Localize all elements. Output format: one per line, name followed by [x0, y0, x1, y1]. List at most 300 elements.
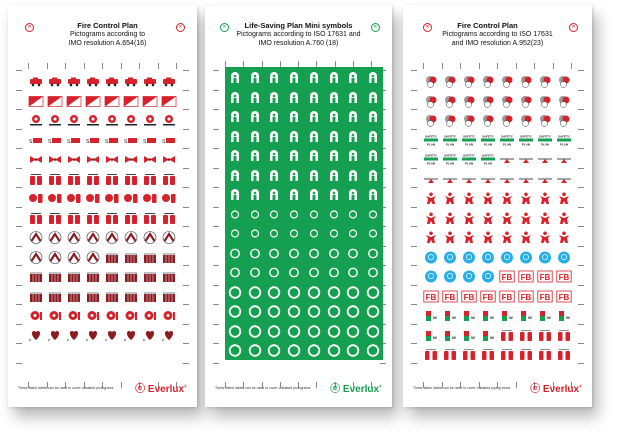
pictogram-row — [421, 326, 574, 346]
svg-text:W: W — [547, 315, 552, 321]
sprinkler-rack-icon — [104, 251, 120, 264]
fb-icon — [556, 290, 572, 303]
fb-icon — [537, 270, 553, 283]
ring-small-icon — [286, 227, 302, 240]
svg-text:W: W — [470, 315, 475, 321]
sprinkler-valve-icon — [161, 114, 177, 127]
lifejacket-icon — [306, 130, 322, 143]
round-extinguisher-icon — [66, 192, 82, 205]
hose-reel-icon — [104, 309, 120, 322]
s-valve-icon — [142, 134, 158, 147]
blue-mask-icon — [461, 251, 477, 264]
sprinkler-valve-icon — [66, 114, 82, 127]
pictogram-row — [421, 287, 574, 307]
valve-line-icon — [480, 173, 496, 186]
safety-plan-icon — [442, 153, 458, 166]
svg-text:P: P — [124, 338, 127, 342]
lifejacket-icon — [266, 110, 282, 123]
valve-line-icon — [442, 173, 458, 186]
lifejacket-icon — [227, 91, 243, 104]
svg-text:P: P — [28, 338, 31, 342]
pictogram-row — [26, 111, 179, 131]
ring-small-icon — [266, 208, 282, 221]
s-valve-icon — [66, 134, 82, 147]
ring-large-icon — [326, 325, 342, 338]
pictogram-row — [26, 72, 179, 92]
safety-plan-icon — [499, 134, 515, 147]
lifejacket-icon — [266, 149, 282, 162]
round-extinguisher-icon — [142, 192, 158, 205]
lifejacket-icon — [306, 91, 322, 104]
fb-icon — [461, 290, 477, 303]
bottle-pair-icon — [461, 348, 477, 361]
fireman-suit-icon — [480, 212, 496, 225]
sprinkler-rack-icon — [123, 251, 139, 264]
lifejacket-icon — [286, 110, 302, 123]
red-white-flag-icon — [85, 95, 101, 108]
bowtie-valve-icon — [123, 153, 139, 166]
lifejacket-icon — [326, 130, 342, 143]
everlux-mini-logo-icon: ✕ — [25, 23, 34, 32]
lifejacket-icon — [286, 71, 302, 84]
card-title: Fire Control Plan Pictograms according to ISO 17631 and IMO resolution A.952(23) — [442, 21, 553, 47]
svg-text:S: S — [143, 138, 147, 145]
ring-large-icon — [247, 305, 263, 318]
fire-engine-icon — [47, 75, 63, 88]
lifejacket-icon — [266, 169, 282, 182]
breathing-apparatus-icon — [423, 114, 439, 127]
breathing-apparatus-icon — [442, 75, 458, 88]
blue-mask-icon — [499, 251, 515, 264]
blue-mask-icon — [442, 251, 458, 264]
ring-medium-icon — [326, 266, 342, 279]
extinguisher-w-icon — [423, 309, 439, 322]
svg-text:W: W — [451, 315, 456, 321]
lifejacket-icon — [286, 188, 302, 201]
ring-medium-icon — [227, 266, 243, 279]
cut-marks-right — [183, 70, 189, 347]
ring-large-icon — [365, 325, 381, 338]
lifejacket-icon — [266, 130, 282, 143]
ring-large-icon — [266, 325, 282, 338]
ring-medium-icon — [286, 266, 302, 279]
lifejacket-icon — [247, 71, 263, 84]
fireman-suit-icon — [423, 212, 439, 225]
pictogram-row — [225, 322, 383, 342]
fire-engine-icon — [85, 75, 101, 88]
svg-text:FB: FB — [463, 292, 475, 302]
cut-marks-left — [213, 70, 219, 347]
blue-mask-icon — [461, 270, 477, 283]
ring-large-icon — [365, 344, 381, 357]
fireman-suit-icon — [461, 192, 477, 205]
svg-text:SAFETY: SAFETY — [443, 134, 456, 139]
lifejacket-icon — [326, 91, 342, 104]
extinguisher-pair-icon — [28, 173, 44, 186]
fireman-suit-icon — [518, 212, 534, 225]
extinguisher-pair-icon — [123, 173, 139, 186]
fb-icon — [518, 290, 534, 303]
lifejacket-icon — [345, 91, 361, 104]
sprinkler-rack-icon — [66, 290, 82, 303]
lifejacket-icon — [306, 188, 322, 201]
ring-large-icon — [247, 325, 263, 338]
ring-small-icon — [247, 227, 263, 240]
blue-mask-icon — [442, 270, 458, 283]
lifejacket-icon — [326, 188, 342, 201]
blue-mask-icon — [556, 251, 572, 264]
ring-small-icon — [326, 227, 342, 240]
ring-small-icon — [227, 227, 243, 240]
pictogram-row — [225, 146, 383, 166]
pictogram-row — [26, 287, 179, 307]
ring-large-icon — [365, 305, 381, 318]
breathing-apparatus-icon — [537, 114, 553, 127]
ring-large-icon — [326, 344, 342, 357]
pictogram-grid — [26, 72, 179, 345]
pictogram-row — [421, 72, 574, 92]
svg-text:W: W — [489, 315, 494, 321]
hose-reel-icon — [142, 309, 158, 322]
breathing-apparatus-icon — [499, 114, 515, 127]
extinguisher-w-icon — [461, 309, 477, 322]
pictogram-row — [26, 248, 179, 268]
sprinkler-rack-icon — [142, 251, 158, 264]
breathing-apparatus-icon — [423, 95, 439, 108]
ring-medium-icon — [266, 247, 282, 260]
svg-text:PLAN: PLAN — [560, 142, 569, 147]
ring-medium-icon — [365, 266, 381, 279]
fireman-suit-icon — [537, 231, 553, 244]
ring-small-icon — [286, 208, 302, 221]
fireman-suit-icon — [423, 192, 439, 205]
card-life-saving-mini — [205, 5, 392, 407]
bowtie-valve-icon — [85, 153, 101, 166]
sprinkler-rack-icon — [142, 270, 158, 283]
extinguisher-pair-icon — [161, 212, 177, 225]
svg-text:P: P — [162, 338, 165, 342]
ring-large-icon — [227, 286, 243, 299]
bottle-pair-icon — [556, 329, 572, 342]
card-title: Fire Control Plan Pictograms according to IMO resolution A.654(16) — [68, 21, 147, 47]
svg-text:W: W — [509, 315, 513, 321]
fireman-suit-icon — [556, 192, 572, 205]
breathing-apparatus-icon — [518, 75, 534, 88]
svg-text:P: P — [47, 338, 51, 342]
chevron-circle-icon — [28, 251, 44, 264]
svg-text:FB: FB — [539, 292, 551, 302]
fireman-suit-icon — [537, 192, 553, 205]
bottle-pair-icon — [537, 348, 553, 361]
round-extinguisher-icon — [85, 192, 101, 205]
ring-large-icon — [306, 305, 322, 318]
lifejacket-icon — [266, 91, 282, 104]
ring-large-icon — [286, 344, 302, 357]
extinguisher-w-icon — [556, 309, 572, 322]
svg-text:SAFETY: SAFETY — [520, 134, 533, 139]
safety-plan-icon — [442, 134, 458, 147]
breathing-apparatus-icon — [442, 114, 458, 127]
pictogram-row — [26, 228, 179, 248]
bottle-pair-icon — [537, 329, 553, 342]
svg-text:P: P — [85, 338, 89, 342]
safety-plan-icon — [480, 153, 496, 166]
hydrant-p-icon — [123, 329, 139, 342]
pictogram-row — [225, 185, 383, 205]
s-valve-icon — [123, 134, 139, 147]
bowtie-valve-icon — [161, 153, 177, 166]
fireman-suit-icon — [442, 231, 458, 244]
chevron-circle-icon — [85, 231, 101, 244]
chevron-circle-icon — [66, 231, 82, 244]
lifejacket-icon — [345, 149, 361, 162]
svg-text:PLAN: PLAN — [502, 142, 512, 147]
svg-text:W: W — [451, 334, 456, 340]
svg-text:PLAN: PLAN — [426, 161, 435, 166]
sprinkler-rack-icon — [47, 270, 63, 283]
ring-large-icon — [286, 286, 302, 299]
extinguisher-w-icon — [499, 309, 515, 322]
valve-line-icon — [461, 173, 477, 186]
svg-text:S: S — [105, 138, 109, 145]
fire-engine-icon — [66, 75, 82, 88]
ring-medium-icon — [286, 247, 302, 260]
card-footer — [413, 380, 582, 395]
sprinkler-rack-icon — [142, 290, 158, 303]
card-footer — [18, 380, 187, 395]
fb-icon — [556, 270, 572, 283]
fireman-suit-icon — [442, 192, 458, 205]
pictogram-row — [225, 341, 383, 361]
pictogram-row — [26, 131, 179, 151]
sprinkler-rack-icon — [47, 290, 63, 303]
svg-text:FB: FB — [520, 273, 532, 283]
ring-medium-icon — [247, 266, 263, 279]
fireman-suit-icon — [461, 212, 477, 225]
valve-line-icon — [499, 153, 515, 166]
pictogram-row — [421, 150, 574, 170]
ring-large-icon — [345, 325, 361, 338]
chevron-circle-icon — [161, 231, 177, 244]
fire-engine-icon — [123, 75, 139, 88]
breathing-apparatus-icon — [556, 95, 572, 108]
ring-medium-icon — [326, 247, 342, 260]
svg-text:FB: FB — [501, 273, 513, 283]
hydrant-p-icon — [104, 329, 120, 342]
pictogram-row — [225, 244, 383, 264]
red-white-flag-icon — [123, 95, 139, 108]
bottle-pair-icon — [499, 329, 515, 342]
lifejacket-icon — [247, 91, 263, 104]
red-white-flag-icon — [104, 95, 120, 108]
svg-text:P: P — [66, 338, 70, 342]
fireman-suit-icon — [461, 231, 477, 244]
breathing-apparatus-icon — [518, 95, 534, 108]
bottle-pair-icon — [423, 348, 439, 361]
fireman-suit-icon — [499, 212, 515, 225]
valve-line-icon — [518, 173, 534, 186]
lifejacket-icon — [326, 71, 342, 84]
ring-small-icon — [326, 208, 342, 221]
svg-text:PLAN: PLAN — [445, 161, 454, 166]
ring-medium-icon — [247, 247, 263, 260]
chevron-circle-icon — [142, 231, 158, 244]
ring-small-icon — [247, 208, 263, 221]
extinguisher-pair-icon — [47, 212, 63, 225]
svg-text:PLAN: PLAN — [541, 142, 550, 147]
lifejacket-icon — [345, 169, 361, 182]
svg-text:PLAN: PLAN — [522, 142, 531, 147]
hose-reel-icon — [28, 309, 44, 322]
chevron-circle-icon — [85, 251, 101, 264]
safety-plan-icon — [480, 134, 496, 147]
breathing-apparatus-icon — [537, 75, 553, 88]
blue-mask-icon — [423, 270, 439, 283]
extinguisher-pair-icon — [161, 173, 177, 186]
extinguisher-w-icon — [480, 309, 496, 322]
valve-line-icon — [537, 173, 553, 186]
svg-text:W: W — [489, 334, 494, 340]
lifejacket-icon — [365, 71, 381, 84]
svg-text:FB: FB — [444, 292, 456, 302]
pictogram-row — [421, 111, 574, 131]
lifejacket-icon — [286, 91, 302, 104]
svg-text:SAFETY: SAFETY — [462, 153, 475, 158]
svg-text:SAFETY: SAFETY — [462, 134, 475, 139]
lifejacket-icon — [227, 169, 243, 182]
cut-ticks-top — [28, 63, 177, 69]
fireman-suit-icon — [480, 192, 496, 205]
sprinkler-rack-icon — [66, 270, 82, 283]
everlux-mini-logo-icon: ✕ — [423, 23, 432, 32]
svg-text:W: W — [566, 315, 571, 321]
sprinkler-rack-icon — [161, 251, 177, 264]
extinguisher-pair-icon — [85, 212, 101, 225]
extinguisher-pair-icon — [28, 212, 44, 225]
ring-large-icon — [286, 325, 302, 338]
bottle-pair-icon — [556, 348, 572, 361]
footer-note: These blank labels can be used to cover outdated pictograms — [215, 385, 311, 390]
svg-text:FB: FB — [559, 292, 570, 302]
lifejacket-icon — [365, 91, 381, 104]
ring-large-icon — [227, 344, 243, 357]
card-title: Life-Saving Plan Mini symbols Pictograms according to ISO 17631 and IMO resolution A.760 (18) — [236, 21, 361, 47]
safety-plan-icon — [461, 153, 477, 166]
sprinkler-rack-icon — [123, 270, 139, 283]
pictogram-row — [421, 131, 574, 151]
svg-text:FB: FB — [501, 292, 513, 302]
pictogram-row — [26, 267, 179, 287]
bowtie-valve-icon — [104, 153, 120, 166]
hydrant-p-icon — [161, 329, 177, 342]
ring-large-icon — [306, 344, 322, 357]
breathing-apparatus-icon — [480, 114, 496, 127]
bowtie-valve-icon — [142, 153, 158, 166]
everlux-mini-logo-icon: ✕ — [176, 23, 185, 32]
ring-medium-icon — [306, 266, 322, 279]
hose-reel-icon — [85, 309, 101, 322]
breathing-apparatus-icon — [518, 114, 534, 127]
ring-small-icon — [306, 208, 322, 221]
ring-small-icon — [365, 208, 381, 221]
breathing-apparatus-icon — [556, 114, 572, 127]
red-white-flag-icon — [66, 95, 82, 108]
round-extinguisher-icon — [104, 192, 120, 205]
extinguisher-pair-icon — [142, 173, 158, 186]
fb-icon — [518, 270, 534, 283]
card-footer — [215, 380, 382, 395]
lifejacket-icon — [266, 71, 282, 84]
ring-medium-icon — [227, 247, 243, 260]
ring-large-icon — [306, 325, 322, 338]
ring-large-icon — [266, 286, 282, 299]
lifejacket-icon — [345, 130, 361, 143]
fireman-suit-icon — [518, 231, 534, 244]
breathing-apparatus-icon — [480, 75, 496, 88]
lifejacket-icon — [247, 188, 263, 201]
ring-large-icon — [227, 325, 243, 338]
pictogram-row — [421, 209, 574, 229]
pictogram-row — [225, 205, 383, 225]
lifejacket-icon — [365, 188, 381, 201]
ring-large-icon — [247, 344, 263, 357]
lifejacket-icon — [365, 169, 381, 182]
ring-medium-icon — [345, 247, 361, 260]
svg-text:W: W — [432, 315, 437, 321]
safety-plan-icon — [537, 134, 553, 147]
extinguisher-w-icon — [461, 329, 477, 342]
blue-mask-icon — [423, 251, 439, 264]
extinguisher-w-icon — [480, 329, 496, 342]
ring-small-icon — [345, 208, 361, 221]
round-extinguisher-icon — [47, 192, 63, 205]
everlux-mini-logo-icon: ✕ — [569, 23, 578, 32]
extinguisher-w-icon — [537, 309, 553, 322]
ring-large-icon — [227, 305, 243, 318]
fireman-suit-icon — [480, 231, 496, 244]
chevron-circle-icon — [104, 231, 120, 244]
safety-plan-icon — [461, 134, 477, 147]
valve-line-icon — [537, 153, 553, 166]
lifejacket-icon — [306, 169, 322, 182]
extinguisher-pair-icon — [66, 173, 82, 186]
s-valve-icon — [28, 134, 44, 147]
svg-text:S: S — [124, 138, 128, 145]
chevron-circle-icon — [28, 231, 44, 244]
hydrant-p-icon — [47, 329, 63, 342]
lifejacket-icon — [227, 188, 243, 201]
chevron-circle-icon — [47, 231, 63, 244]
lifejacket-icon — [266, 188, 282, 201]
everlux-mini-logo-icon: ✕ — [371, 23, 380, 32]
sprinkler-valve-icon — [104, 114, 120, 127]
fire-engine-icon — [28, 75, 44, 88]
ring-large-icon — [345, 344, 361, 357]
lifejacket-icon — [326, 169, 342, 182]
fireman-suit-icon — [556, 212, 572, 225]
lifejacket-icon — [286, 169, 302, 182]
bowtie-valve-icon — [66, 153, 82, 166]
extinguisher-w-icon — [442, 329, 458, 342]
pictogram-row — [225, 302, 383, 322]
bowtie-valve-icon — [28, 153, 44, 166]
lifejacket-icon — [227, 149, 243, 162]
svg-text:S: S — [162, 138, 166, 145]
pictogram-row — [421, 92, 574, 112]
fb-icon — [442, 290, 458, 303]
svg-text:SAFETY: SAFETY — [443, 153, 456, 158]
fb-icon — [480, 290, 496, 303]
